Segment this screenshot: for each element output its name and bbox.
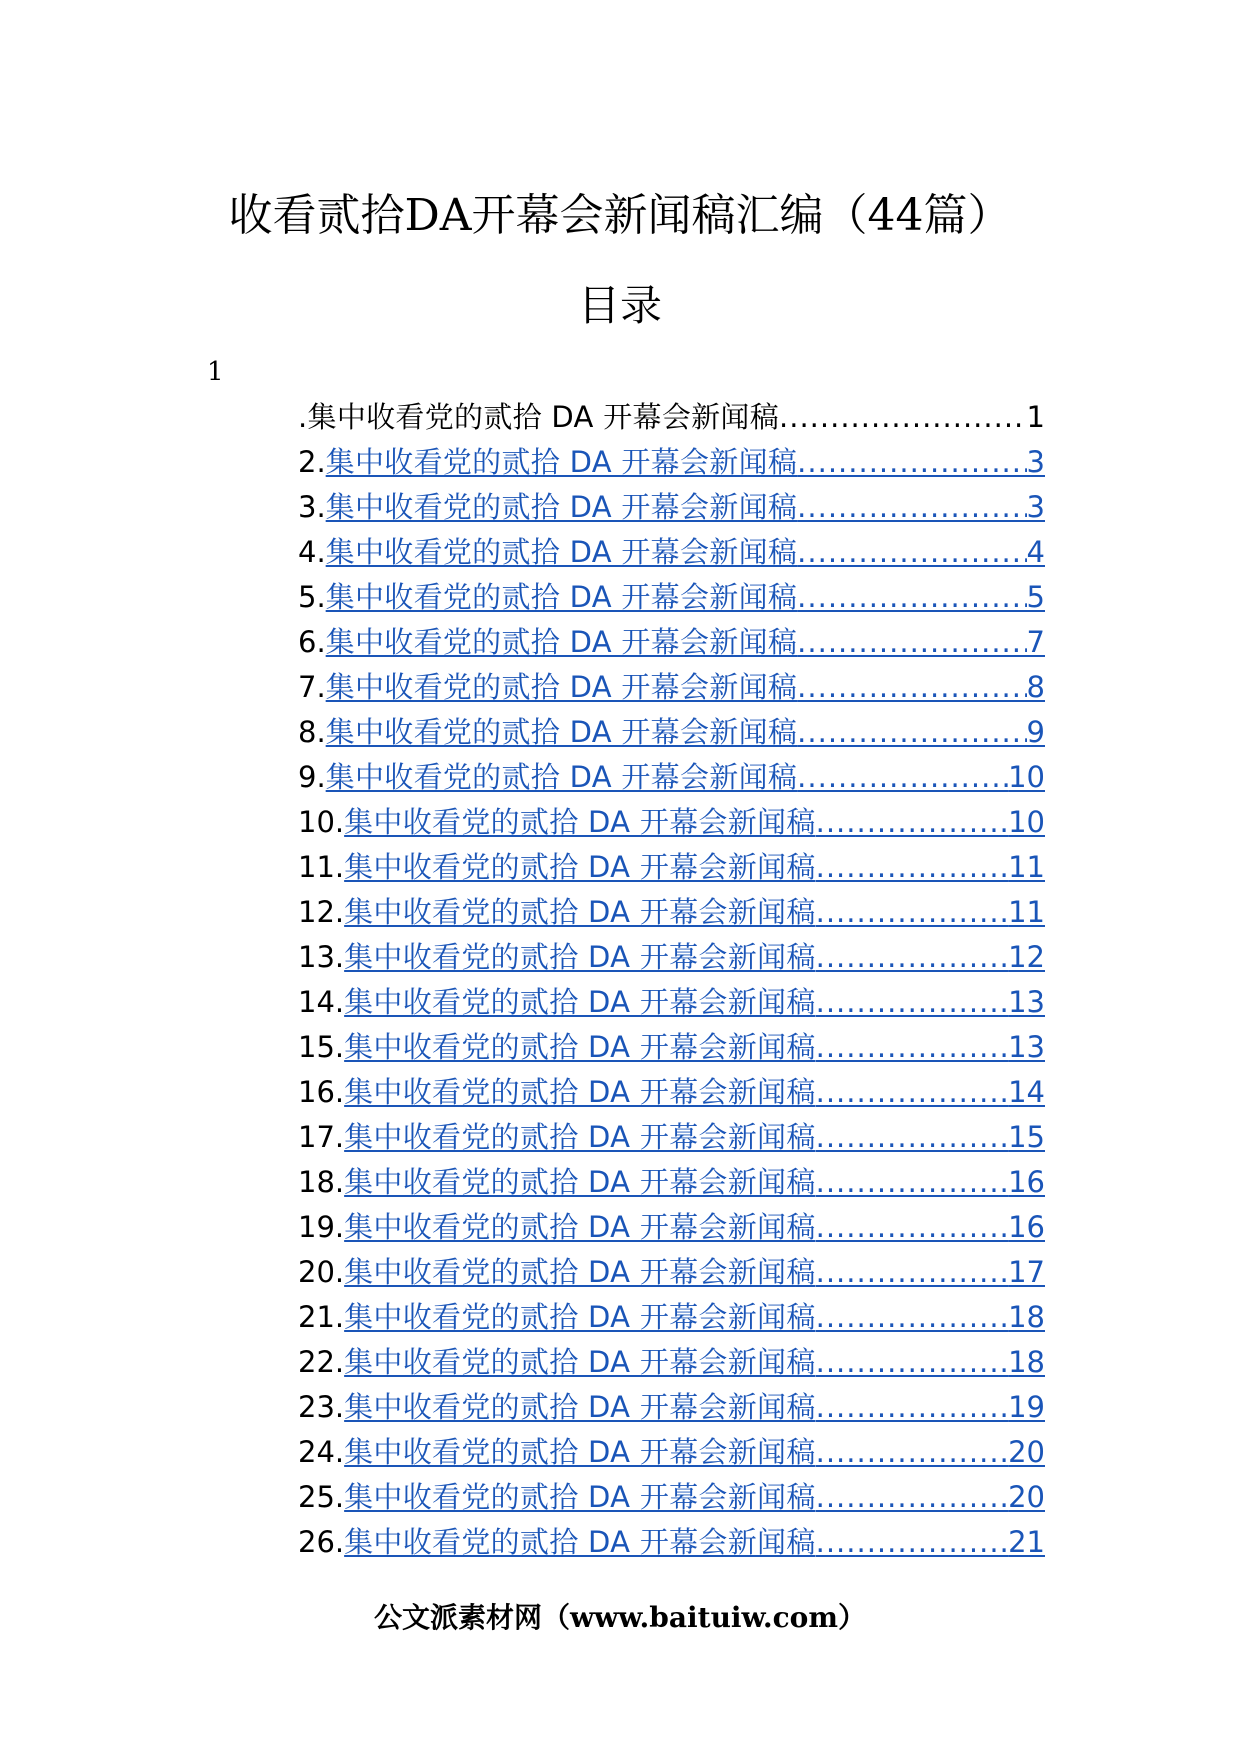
toc-entry[interactable] — [298, 980, 1045, 1025]
toc-entry-number: 15. — [298, 1030, 345, 1064]
toc-entry-link[interactable] — [344, 1205, 1045, 1250]
toc-entry[interactable] — [298, 1115, 1045, 1160]
toc-entry-title: 集中收看党的贰拾 DA 开幕会新闻稿 — [344, 850, 816, 884]
toc-entry-title: 集中收看党的贰拾 DA 开幕会新闻稿 — [325, 625, 798, 659]
toc-entry-link[interactable] — [344, 1070, 1045, 1115]
toc-entry-number: 4. — [298, 535, 326, 569]
toc-entry-page-number: 20 — [1008, 1435, 1045, 1469]
toc-dot-leader — [816, 980, 1008, 1025]
toc-dot-leader — [816, 1340, 1008, 1385]
toc-dot-leader — [779, 395, 1027, 440]
toc-entry-page-number: 7 — [1026, 625, 1045, 659]
toc-entry-link[interactable] — [344, 1115, 1045, 1160]
toc-entry-number: 5. — [298, 580, 326, 614]
toc-entry-title: 集中收看党的贰拾 DA 开幕会新闻稿 — [344, 1390, 816, 1424]
toc-entry[interactable] — [298, 1340, 1045, 1385]
toc-entry-page-number: 14 — [1008, 1075, 1045, 1109]
toc-entry-number: 21. — [298, 1300, 345, 1334]
toc-entry-link[interactable] — [326, 530, 1045, 575]
toc-dot-leader — [816, 1205, 1008, 1250]
toc-dot-leader — [816, 1475, 1008, 1520]
toc-entry[interactable] — [298, 1160, 1045, 1205]
toc-entry-page-number: 9 — [1026, 715, 1045, 749]
toc-entry-number: 12. — [298, 895, 345, 929]
toc-dot-leader — [816, 1025, 1008, 1070]
toc-dot-leader — [816, 1160, 1008, 1205]
toc-entry-title: 集中收看党的贰拾 DA 开幕会新闻稿 — [344, 1120, 816, 1154]
toc-entry[interactable] — [298, 575, 1045, 620]
toc-entry[interactable] — [298, 1025, 1045, 1070]
toc-dot-leader — [797, 665, 1026, 710]
toc-dot-leader — [797, 755, 1008, 800]
toc-entry-number: 20. — [298, 1255, 345, 1289]
toc-dot-leader — [816, 1250, 1008, 1295]
toc-entry-number: 13. — [298, 940, 345, 974]
toc-dot-leader — [797, 575, 1026, 620]
toc-entry-link[interactable] — [326, 665, 1045, 710]
toc-entry-title: 集中收看党的贰拾 DA 开幕会新闻稿 — [344, 1075, 816, 1109]
toc-entry-title: 集中收看党的贰拾 DA 开幕会新闻稿 — [344, 805, 816, 839]
toc-entry-page-number: 10 — [1008, 760, 1045, 794]
toc-entry-page-number: 19 — [1008, 1390, 1045, 1424]
toc-entry-link[interactable] — [326, 620, 1045, 665]
toc-entry-title: 集中收看党的贰拾 DA 开幕会新闻稿 — [344, 940, 816, 974]
toc-entry-number: 19. — [298, 1210, 345, 1244]
toc-entry-title: 集中收看党的贰拾 DA 开幕会新闻稿 — [325, 715, 798, 749]
footer-source: 公文派素材网（www.baituiw.com） — [374, 1601, 866, 1634]
toc-entry[interactable] — [298, 1250, 1045, 1295]
toc-entry-number: 22. — [298, 1345, 345, 1379]
toc-entry-title: 集中收看党的贰拾 DA 开幕会新闻稿 — [344, 1525, 816, 1559]
toc-entry-link — [298, 395, 1045, 440]
toc-entry[interactable] — [298, 800, 1045, 845]
toc-dot-leader — [816, 845, 1008, 890]
toc-dot-leader — [797, 620, 1026, 665]
toc-entry-number: 16. — [298, 1075, 345, 1109]
toc-entry[interactable] — [298, 755, 1045, 800]
toc-entry[interactable] — [298, 1385, 1045, 1430]
toc-entry-page-number: 18 — [1008, 1345, 1045, 1379]
toc-entry-link[interactable] — [344, 1430, 1045, 1475]
toc-entry[interactable] — [298, 710, 1045, 755]
toc-entry-link[interactable] — [344, 800, 1045, 845]
toc-entry-link[interactable] — [344, 1340, 1045, 1385]
toc-entry[interactable] — [298, 1430, 1045, 1475]
toc-entry-page-number: 4 — [1026, 535, 1045, 569]
toc-entry-page-number: 15 — [1008, 1120, 1045, 1154]
toc-dot-leader — [816, 935, 1008, 980]
toc-entry-title: 集中收看党的贰拾 DA 开幕会新闻稿 — [325, 670, 798, 704]
toc-entry-link[interactable] — [344, 1520, 1045, 1565]
toc-entry-title: 集中收看党的贰拾 DA 开幕会新闻稿 — [344, 1255, 816, 1289]
toc-dot-leader — [816, 1070, 1008, 1115]
toc-entry-number: 3. — [298, 490, 326, 524]
toc-entry[interactable] — [298, 935, 1045, 980]
toc-entry-page-number: 18 — [1008, 1300, 1045, 1334]
toc-entry-link[interactable] — [326, 575, 1045, 620]
toc-entry-title: 集中收看党的贰拾 DA 开幕会新闻稿 — [325, 580, 798, 614]
toc-entry-title: 集中收看党的贰拾 DA 开幕会新闻稿 — [344, 895, 816, 929]
toc-entry-link[interactable] — [326, 440, 1045, 485]
toc-entry-number: 8. — [298, 715, 326, 749]
toc-entry-number: 24. — [298, 1435, 345, 1469]
toc-entry-link[interactable] — [344, 1295, 1045, 1340]
toc-dot-leader — [816, 1520, 1008, 1565]
toc-entry[interactable] — [298, 845, 1045, 890]
toc-entry-number: 7. — [298, 670, 326, 704]
toc-entry-title: 集中收看党的贰拾 DA 开幕会新闻稿 — [344, 1210, 816, 1244]
toc-entry-link[interactable] — [344, 890, 1045, 935]
toc-entry-page-number: 21 — [1008, 1525, 1045, 1559]
toc-entry-number: 6. — [298, 625, 326, 659]
toc-dot-leader — [797, 710, 1026, 755]
toc-entry-link[interactable] — [326, 485, 1045, 530]
toc-entry-page-number: 20 — [1008, 1480, 1045, 1514]
toc-entry-page-number: 11 — [1008, 895, 1045, 929]
toc-entry-title: 集中收看党的贰拾 DA 开幕会新闻稿 — [325, 535, 798, 569]
toc-entry[interactable] — [298, 1295, 1045, 1340]
toc-entry-number: 9. — [298, 760, 326, 794]
toc-entry-number: 10. — [298, 805, 345, 839]
toc-entry-link[interactable] — [326, 755, 1045, 800]
toc-entry-number: 17. — [298, 1120, 345, 1154]
toc-entry-link[interactable] — [344, 935, 1045, 980]
toc-entry-title: 集中收看党的贰拾 DA 开幕会新闻稿 — [344, 1480, 816, 1514]
toc-entry-title: 集中收看党的贰拾 DA 开幕会新闻稿 — [325, 490, 798, 524]
toc-entry-page-number: 11 — [1008, 850, 1045, 884]
toc-dot-leader — [797, 530, 1026, 575]
toc-entry-page-number: 16 — [1008, 1165, 1045, 1199]
toc-entry-title: 集中收看党的贰拾 DA 开幕会新闻稿 — [344, 985, 816, 1019]
toc-dot-leader — [797, 485, 1026, 530]
table-of-contents — [298, 395, 1045, 1565]
document-title: 收看贰拾DA开幕会新闻稿汇编（44篇） — [228, 190, 1012, 241]
toc-entry-page-number: 17 — [1008, 1255, 1045, 1289]
toc-heading: 目录 — [577, 281, 662, 330]
toc-entry[interactable] — [298, 1475, 1045, 1520]
toc-entry-link[interactable] — [344, 1250, 1045, 1295]
toc-entry-link[interactable] — [344, 845, 1045, 890]
toc-entry[interactable] — [298, 665, 1045, 710]
toc-entry-link[interactable] — [344, 1025, 1045, 1070]
toc-dot-leader — [816, 1295, 1008, 1340]
toc-entry-page-number: 12 — [1008, 940, 1045, 974]
toc-entry-title: 集中收看党的贰拾 DA 开幕会新闻稿 — [344, 1165, 816, 1199]
toc-dot-leader — [816, 800, 1008, 845]
toc-entry-number: 11. — [298, 850, 345, 884]
toc-entry-link[interactable] — [344, 1160, 1045, 1205]
toc-entry[interactable] — [298, 1520, 1045, 1565]
toc-entry-number: 25. — [298, 1480, 345, 1514]
toc-entry[interactable] — [298, 1070, 1045, 1115]
toc-entry-page-number: 8 — [1026, 670, 1045, 704]
toc-entry-page-number: 1 — [1026, 400, 1045, 434]
page-marker: 1 — [207, 357, 224, 387]
toc-dot-leader — [797, 440, 1026, 485]
toc-entry-title: 集中收看党的贰拾 DA 开幕会新闻稿 — [325, 760, 798, 794]
toc-entry-link[interactable] — [344, 1385, 1045, 1430]
toc-entry[interactable] — [298, 1205, 1045, 1250]
toc-entry-number: 2. — [298, 445, 326, 479]
toc-entry-page-number: 10 — [1008, 805, 1045, 839]
toc-entry[interactable] — [298, 620, 1045, 665]
toc-entry-title: 集中收看党的贰拾 DA 开幕会新闻稿 — [344, 1300, 816, 1334]
toc-entry[interactable] — [298, 440, 1045, 485]
toc-dot-leader — [816, 1385, 1008, 1430]
toc-entry-title: 集中收看党的贰拾 DA 开幕会新闻稿 — [344, 1030, 816, 1064]
toc-entry-link[interactable] — [326, 710, 1045, 755]
toc-entry-page-number: 3 — [1026, 490, 1045, 524]
toc-dot-leader — [816, 1430, 1008, 1475]
toc-entry-number: 23. — [298, 1390, 345, 1424]
toc-entry-number: 18. — [298, 1165, 345, 1199]
toc-entry — [298, 395, 1045, 440]
toc-entry-number: 14. — [298, 985, 345, 1019]
toc-entry-link[interactable] — [344, 1475, 1045, 1520]
toc-entry-page-number: 3 — [1026, 445, 1045, 479]
toc-entry-title: 集中收看党的贰拾 DA 开幕会新闻稿 — [325, 445, 798, 479]
toc-entry[interactable] — [298, 530, 1045, 575]
toc-entry-link[interactable] — [344, 980, 1045, 1025]
toc-entry-page-number: 5 — [1026, 580, 1045, 614]
toc-entry-title: 集中收看党的贰拾 DA 开幕会新闻稿 — [344, 1435, 816, 1469]
toc-dot-leader — [816, 890, 1008, 935]
toc-entry-page-number: 16 — [1008, 1210, 1045, 1244]
toc-entry-title: .集中收看党的贰拾 DA 开幕会新闻稿 — [298, 400, 780, 434]
toc-entry-page-number: 13 — [1008, 985, 1045, 1019]
toc-entry-title: 集中收看党的贰拾 DA 开幕会新闻稿 — [344, 1345, 816, 1379]
toc-entry-number: 26. — [298, 1525, 345, 1559]
toc-entry-page-number: 13 — [1008, 1030, 1045, 1064]
toc-entry[interactable] — [298, 485, 1045, 530]
toc-entry[interactable] — [298, 890, 1045, 935]
toc-dot-leader — [816, 1115, 1008, 1160]
